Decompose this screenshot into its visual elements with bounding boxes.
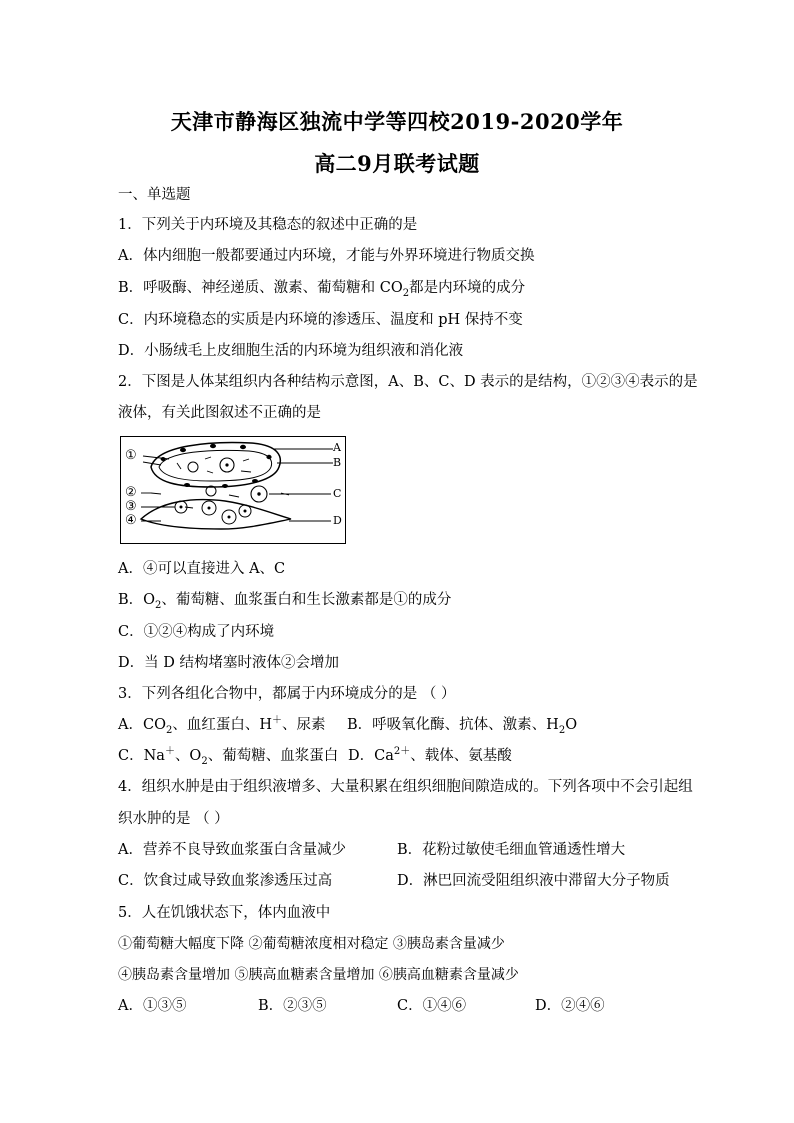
q3-stem: 3．下列各组化合物中，都属于内环境成分的是 （ ）	[118, 686, 456, 702]
q1-option-b-sub: 2	[402, 287, 410, 299]
q4-stem-line-1: 4．组织水肿是由于组织液增多、大量积累在组织细胞间隙造成的。下列各项中不会引起组	[118, 779, 693, 795]
section-heading: 一、单选题	[118, 187, 191, 203]
fig-label-3: ③	[125, 499, 137, 514]
q1-option-b-text-end: 都是内环境的成分	[409, 280, 526, 296]
q3-a-1: A．CO	[118, 717, 166, 733]
q3-c-2: 、O	[174, 748, 202, 764]
q5-option-b: B．②③⑤	[258, 998, 327, 1014]
q4-option-c: C．饮食过咸导致血浆渗透压过高	[118, 873, 333, 889]
q1-stem: 1．下列关于内环境及其稳态的叙述中正确的是	[118, 217, 418, 233]
q2-option-b-text: B．O	[118, 592, 156, 608]
q3-option-b	[347, 717, 578, 736]
q3-option-a	[118, 715, 326, 736]
fig-label-C: C	[333, 487, 342, 500]
q4-stem-line-2: 织水肿的是 （ ）	[118, 811, 229, 827]
q4-option-b: B．花粉过敏使毛细血管通透性增大	[397, 842, 626, 858]
q4-option-d: D．淋巴回流受阻组织液中滞留大分子物质	[397, 873, 670, 889]
q2-option-b	[118, 592, 452, 611]
q5-option-c: C．①④⑥	[397, 998, 467, 1014]
q3-d-sup: 2＋	[393, 746, 411, 758]
q3-option-d	[348, 746, 512, 764]
fig-label-D: D	[333, 514, 342, 527]
q3-c-sup: ＋	[164, 746, 175, 758]
fig-label-A: A	[333, 441, 341, 454]
q5-stem: 5．人在饥饿状态下，体内血液中	[118, 905, 331, 921]
q3-b-1: B．呼吸氧化酶、抗体、激素、H	[347, 717, 559, 733]
q3-d-2: 、载体、氨基酸	[410, 748, 512, 764]
q2-option-b-text-end: 、葡萄糖、血浆蛋白和生长激素都是①的成分	[161, 592, 452, 608]
q2-option-c: C．①②④构成了内环境	[118, 624, 275, 640]
q1-option-a: A．体内细胞一般都要通过内环境，才能与外界环境进行物质交换	[118, 248, 535, 264]
q3-option-c	[118, 746, 339, 767]
q3-c-sub: 2	[201, 755, 208, 767]
q4-option-a: A．营养不良导致血浆蛋白含量减少	[118, 842, 346, 858]
title-line-2: 高二9月联考试题	[314, 151, 480, 176]
q1-option-c: C．内环境稳态的实质是内环境的渗透压、温度和 pH 保持不变	[118, 312, 523, 328]
tissue-structure-diagram	[120, 436, 346, 544]
q3-c-1: C．Na	[118, 748, 165, 764]
q3-a-sub: 2	[165, 724, 173, 736]
fig-label-B: B	[333, 456, 342, 469]
q3-a-3: 、尿素	[282, 717, 326, 733]
q3-b-2: O	[565, 717, 578, 733]
q1-option-b-text: B．呼吸酶、神经递质、激素、葡萄糖和 CO	[118, 280, 403, 296]
q1-option-d: D．小肠绒毛上皮细胞生活的内环境为组织液和消化液	[118, 343, 464, 359]
q3-a-sup: ＋	[272, 715, 282, 727]
q2-option-d: D．当 D 结构堵塞时液体②会增加	[118, 655, 339, 671]
q3-d-1: D．Ca	[348, 748, 394, 764]
q5-items-line-1: ①葡萄糖大幅度下降 ②葡萄糖浓度相对稳定 ③胰岛素含量减少	[118, 936, 505, 952]
q5-option-a: A．①③⑤	[118, 998, 187, 1014]
q5-option-d: D．②④⑥	[535, 998, 605, 1014]
q2-stem-line-1: 2．下图是人体某组织内各种结构示意图，A、B、C、D 表示的是结构，①②③④表示的是	[118, 374, 698, 390]
fig-label-4: ④	[125, 513, 137, 528]
title-line-1: 天津市静海区独流中学等四校2019-2020学年	[170, 109, 624, 134]
q1-option-b	[118, 280, 526, 299]
q3-a-2: 、血红蛋白、H	[172, 717, 272, 733]
q3-b-sub: 2	[558, 724, 566, 736]
q2-stem-line-2: 液体，有关此图叙述不正确的是	[118, 405, 321, 421]
q3-c-3: 、葡萄糖、血浆蛋白	[207, 748, 339, 764]
q2-option-a: A．④可以直接进入 A、C	[118, 561, 286, 577]
q2-option-b-sub: 2	[155, 599, 162, 611]
q5-items-line-2: ④胰岛素含量增加 ⑤胰高血糖素含量增加 ⑥胰高血糖素含量减少	[118, 967, 519, 983]
fig-label-2: ②	[125, 485, 137, 500]
fig-label-1: ①	[125, 448, 137, 463]
